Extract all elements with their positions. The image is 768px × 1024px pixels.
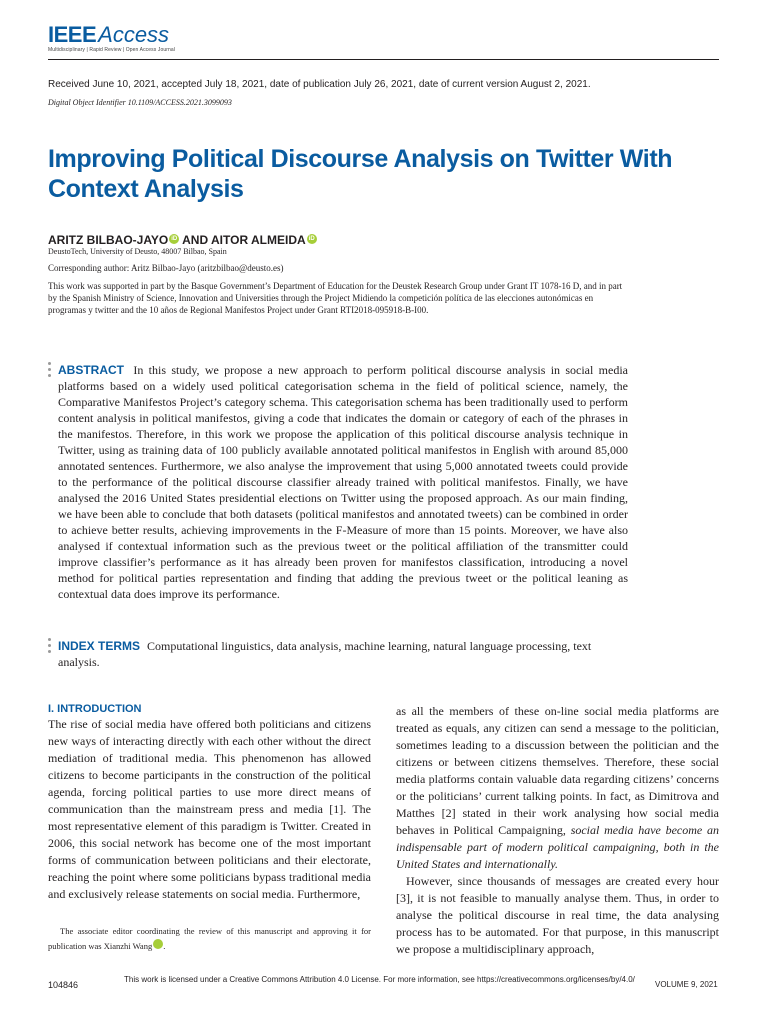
- italic-quote: social media have become an indispensable part of modern political campaigning, both in the United States and internationally.: [396, 823, 720, 871]
- logo-tagline: Multidisciplinary | Rapid Review | Open Access Journal: [48, 47, 175, 53]
- orcid-icon[interactable]: iD: [153, 939, 163, 949]
- author-connector: AND: [182, 233, 209, 247]
- header-rule: [48, 59, 719, 60]
- right-column: [396, 703, 719, 958]
- orcid-icon[interactable]: iD: [171, 236, 178, 242]
- index-terms: [58, 638, 628, 670]
- footnote: The associate editor coordinating the review of this manuscript and approving it for publication was Xianzhi Wang iD.: [48, 926, 371, 951]
- journal-logo: [48, 22, 175, 53]
- abstract-text: In this study, we propose a new approach to perform political discourse analysis in social media platforms based on a widely used political categorisation schema in the field of political science, namely, the Comparative Manifestos Project’s category schema. This categorisation schema has been traditionally used to perform content analysis in political manifestos, giving a code that indicates the domain or category of each of the phrases in the manifestos. Therefore, in this work we propose the application of this political discourse analysis technique in Twitter, using as training data of 100 publicly available annotated political manifestos in English with around 85,000 annotated sentences. Furthermore, we also analyse the improvement that using 5,000 annotated tweets could provide to the performance of the political discourse classifier already trained with political manifestos. Finally, we have analysed the 2016 United States presidential elections on Twitter using the proposed approach. As our main finding, we have been able to conclude that both datasets (political manifestos and annotated tweets) can be combined in order to achieve better results, achieving improvements in the F-Measure of more than 15 points. Moreover, we have also analysed if contextual information such as the previous tweet or the political affiliation of the transmitter could improve classifier’s performance as it has already been proven for manifestos classification, introducing a novel method for political parties representation and finding that adding the previous tweet or the political leaning as contextual data does improve its performance.: [58, 363, 628, 601]
- license-notice[interactable]: This work is licensed under a Creative Commons Attribution 4.0 License. For more information, see https://creativecommons.org/licenses/by/4.0/: [124, 975, 635, 984]
- author-name: AITOR ALMEIDA: [211, 233, 306, 247]
- author-name: ARITZ BILBAO-JAYO: [48, 233, 169, 247]
- orcid-icon[interactable]: iD: [308, 236, 315, 242]
- publication-dates: Received June 10, 2021, accepted July 18, 2021, date of publication July 26, 2021, date of current version August 2, 2021.: [48, 79, 591, 90]
- intro-paragraph: However, since thousands of messages are created every hour [3], it is not feasible to manually analyse them. Thus, in order to analyse the political discourse in real time, the data analysing process has to be automated. For that purpose, in this manuscript we propose a multidisciplinary approach,: [396, 874, 719, 956]
- index-terms-marker-icon: [48, 638, 52, 656]
- section-heading: I. INTRODUCTION: [48, 703, 142, 715]
- abstract-heading: ABSTRACT: [58, 363, 124, 377]
- logo-ieee: IEEE: [48, 22, 97, 47]
- paper-title: Improving Political Discourse Analysis on Twitter With Context Analysis: [48, 145, 673, 203]
- volume-label: VOLUME 9, 2021: [655, 980, 718, 989]
- index-terms-heading: INDEX TERMS: [58, 639, 141, 653]
- logo-access: Access: [98, 22, 170, 47]
- abstract: [58, 362, 628, 602]
- index-terms-text: Computational linguistics, data analysis, machine learning, natural language processing, text analysis.: [58, 639, 592, 669]
- funding-statement: This work was supported in part by the Basque Government’s Department of Education for the Deustek Research Group under Grant IT 1078-16 D, and in part by the Spanish Ministry of Science, Innovation and Universities through the Project Midiendo la competición política de las elecciones autonómicas en programas y twitter and the 10 años de Regional Manifestos Project under Grant RTI2018-095918-B-I00.: [48, 281, 623, 315]
- intro-paragraph: as all the members of these on-line social media platforms are treated as equals, any citizen can send a message to the politician, sometimes leading to a discussion between the politician and the citizens or between citizens themselves. Therefore, these social media platforms contain valuable data regarding citizens’ concerns or the politicians’ current talking points. In fact, as Dimitrova and Matthes [2] stated in their work analysing how social media behaves in Political Campaigning, social media have become an indispensable part of modern political campaigning, both in the United States and internationally.: [396, 704, 720, 871]
- author-list: [48, 233, 317, 247]
- page-number: 104846: [48, 980, 79, 990]
- footnote-text: The associate editor coordinating the review of this manuscript and approving it for publication was Xianzhi Wang: [48, 926, 371, 951]
- abstract-marker-icon: [48, 362, 52, 380]
- left-column: [48, 703, 371, 903]
- affiliation: DeustoTech, University of Deusto, 48007 Bilbao, Spain: [48, 247, 227, 256]
- corresponding-author: Corresponding author: Aritz Bilbao-Jayo (aritzbilbao@deusto.es): [48, 263, 284, 273]
- intro-paragraph: The rise of social media have offered both politicians and citizens new ways of interacting directly with each other without the direct mediation of traditional media. This phenomenon has allowed citizens to become participants in the construction of the political agenda, forcing political parties to use more direct means of communication than the mainstream press and media [1]. The most representative element of this paradigm is Twitter. Created in 2006, this social network has become one of the most important forms of communication between politicians and their electorate, reaching the point where some politicians bypass traditional media and exclusively release statements on social media. Furthermore,: [48, 717, 371, 901]
- doi[interactable]: Digital Object Identifier 10.1109/ACCESS.2021.3099093: [48, 98, 232, 107]
